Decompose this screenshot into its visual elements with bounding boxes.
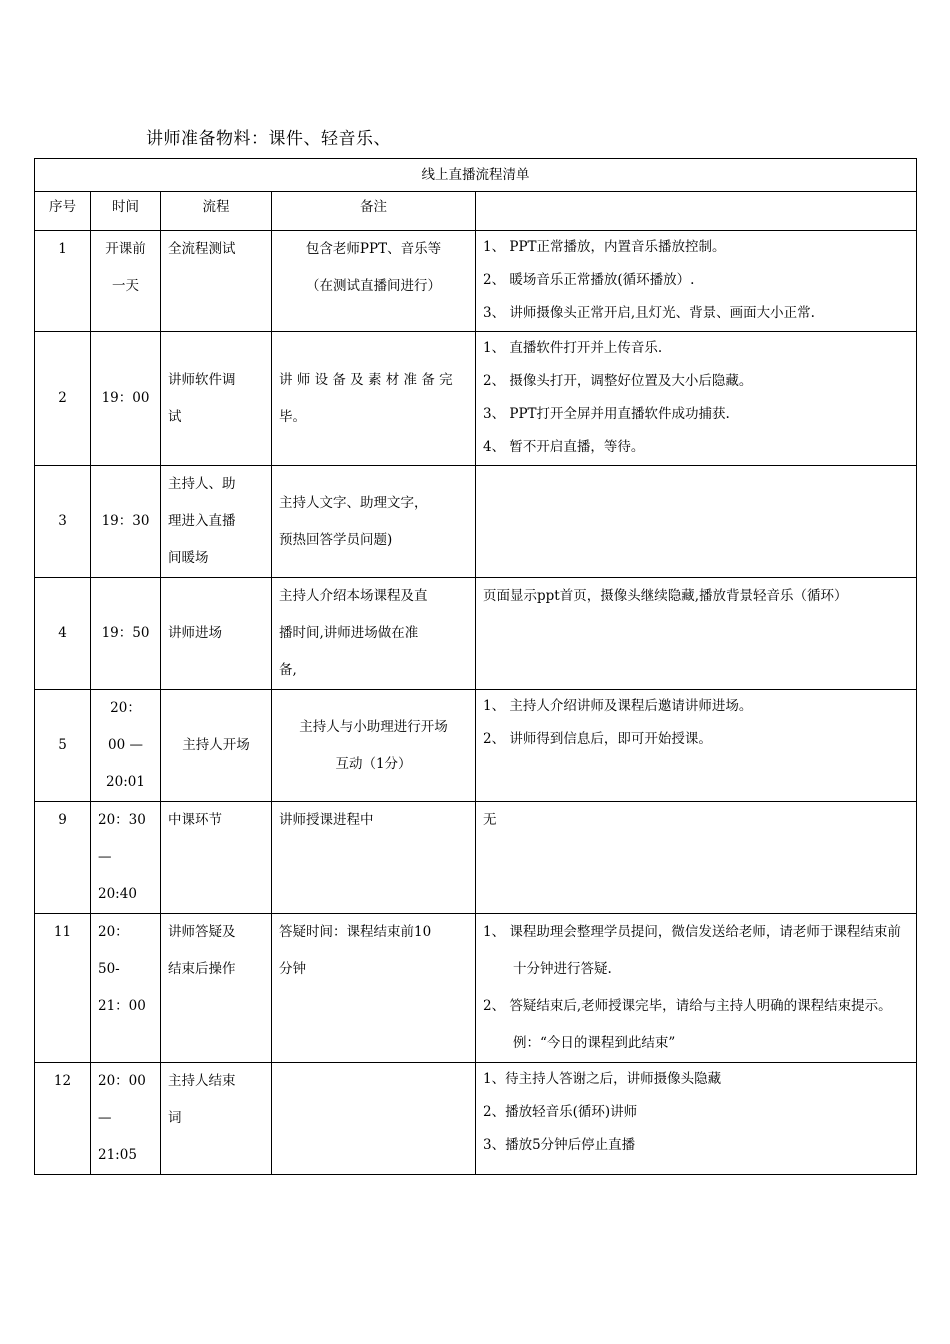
row-time-line: — bbox=[98, 1110, 112, 1126]
row-time bbox=[91, 466, 161, 578]
row-no: 3 bbox=[35, 466, 91, 578]
row-note bbox=[272, 332, 476, 466]
table-row bbox=[35, 914, 917, 1063]
row-note-line: 毕。 bbox=[279, 408, 306, 425]
row-no: 9 bbox=[35, 802, 91, 914]
row-process bbox=[161, 578, 272, 690]
detail-item: 2、 讲师得到信息后，即可开始授课。 bbox=[483, 731, 712, 747]
live-stream-process-table bbox=[34, 158, 917, 1175]
detail-item: 无 bbox=[483, 812, 497, 828]
row-process-line: 全流程测试 bbox=[168, 241, 236, 257]
table-header-row bbox=[35, 192, 917, 231]
row-process-line: 词 bbox=[168, 1110, 182, 1126]
table-row bbox=[35, 231, 917, 332]
row-process bbox=[161, 1063, 272, 1175]
row-time bbox=[91, 690, 161, 802]
detail-item: 1、 PPT正常播放，内置音乐播放控制。 bbox=[483, 239, 726, 255]
row-time-line: — bbox=[98, 849, 112, 865]
row-time bbox=[91, 1063, 161, 1175]
row-detail bbox=[476, 1063, 917, 1175]
row-note-line: 主持人与小助理进行开场 bbox=[299, 718, 448, 735]
row-note-line: 讲 师 设 备 及 素 材 准 备 完 bbox=[279, 371, 453, 388]
row-time-line: 20：30 bbox=[98, 812, 146, 828]
detail-item: 4、 暂不开启直播，等待。 bbox=[483, 439, 645, 455]
row-no: 4 bbox=[35, 578, 91, 690]
row-note-line: 互动（1分） bbox=[335, 755, 412, 772]
table-row bbox=[35, 1063, 917, 1175]
row-process bbox=[161, 690, 272, 802]
row-note-line: （在测试直播间进行） bbox=[306, 278, 441, 294]
row-note-line: 主持人文字、助理文字， bbox=[279, 494, 428, 511]
row-note bbox=[272, 914, 476, 1063]
row-detail bbox=[476, 578, 917, 690]
row-time bbox=[91, 578, 161, 690]
row-time-line: 19：50 bbox=[101, 625, 150, 641]
row-time-line: 19：00 bbox=[101, 390, 150, 406]
header-note: 备注 bbox=[272, 192, 476, 231]
row-time-line: 21：00 bbox=[98, 998, 146, 1014]
detail-item: 3、播放5分钟后停止直播 bbox=[483, 1137, 636, 1153]
row-process-line: 讲师软件调 bbox=[168, 371, 236, 388]
row-no: 5 bbox=[35, 690, 91, 802]
row-time-line: 20:40 bbox=[98, 886, 137, 902]
detail-item: 3、 PPT打开全屏并用直播软件成功捕获. bbox=[483, 406, 730, 422]
row-process-line: 理进入直播 bbox=[168, 513, 236, 529]
row-process bbox=[161, 802, 272, 914]
table-row bbox=[35, 332, 917, 466]
detail-item: 页面显示ppt首页，摄像头继续隐藏,播放背景轻音乐（循环） bbox=[483, 588, 848, 604]
row-note bbox=[272, 466, 476, 578]
detail-item: 1、待主持人答谢之后，讲师摄像头隐藏 bbox=[483, 1071, 722, 1087]
detail-item: 2、 摄像头打开，调整好位置及大小后隐藏。 bbox=[483, 373, 753, 389]
row-time bbox=[91, 914, 161, 1063]
row-note bbox=[272, 802, 476, 914]
row-process-line: 主持人结束 bbox=[168, 1073, 236, 1089]
row-note-line: 播时间,讲师进场做在准 bbox=[279, 625, 419, 641]
table-row bbox=[35, 466, 917, 578]
row-detail bbox=[476, 802, 917, 914]
row-process-line: 主持人、助 bbox=[168, 476, 236, 492]
table-title-row bbox=[35, 159, 917, 192]
header-no: 序号 bbox=[35, 192, 91, 231]
row-note bbox=[272, 578, 476, 690]
row-detail bbox=[476, 466, 917, 578]
table-title: 线上直播流程清单 bbox=[35, 159, 917, 192]
detail-item: 2、 答疑结束后,老师授课完毕，请给与主持人明确的课程结束提示。例：“今日的课程到此结束” bbox=[483, 998, 892, 1051]
row-note-line: 主持人介绍本场课程及直 bbox=[279, 588, 428, 604]
row-process bbox=[161, 466, 272, 578]
row-detail bbox=[476, 332, 917, 466]
table-row bbox=[35, 690, 917, 802]
materials-heading: 讲师准备物料：课件、轻音乐、 bbox=[146, 129, 391, 149]
row-no: 11 bbox=[35, 914, 91, 1063]
table-row bbox=[35, 578, 917, 690]
row-process-line: 间暖场 bbox=[168, 550, 209, 566]
row-time bbox=[91, 802, 161, 914]
row-process bbox=[161, 231, 272, 332]
row-process-line: 结束后操作 bbox=[168, 961, 236, 977]
row-note bbox=[272, 1063, 476, 1175]
row-process-line: 中课环节 bbox=[168, 812, 222, 828]
row-detail bbox=[476, 231, 917, 332]
table-row bbox=[35, 802, 917, 914]
row-time-line: 19：30 bbox=[101, 513, 150, 529]
row-time-line: 00 — bbox=[108, 737, 143, 753]
row-note-line: 答疑时间：课程结束前10 bbox=[279, 924, 432, 940]
detail-item: 2、播放轻音乐(循环)讲师 bbox=[483, 1104, 638, 1120]
row-no: 12 bbox=[35, 1063, 91, 1175]
detail-item: 2、 暖场音乐正常播放(循环播放）. bbox=[483, 272, 695, 288]
header-detail bbox=[476, 192, 917, 231]
detail-item: 1、 直播软件打开并上传音乐. bbox=[483, 340, 663, 356]
row-note-line: 分钟 bbox=[279, 961, 306, 977]
row-time-line: 20：00 bbox=[98, 1073, 146, 1089]
header-process: 流程 bbox=[161, 192, 272, 231]
detail-item: 1、 主持人介绍讲师及课程后邀请讲师进场。 bbox=[483, 698, 753, 714]
row-note-line: 包含老师PPT、音乐等 bbox=[305, 241, 442, 257]
row-process bbox=[161, 914, 272, 1063]
row-time-line: 50- bbox=[98, 961, 120, 977]
row-time-line: 20： bbox=[98, 924, 129, 940]
row-time-line: 开课前 bbox=[105, 241, 146, 257]
row-note bbox=[272, 231, 476, 332]
row-note-line: 备, bbox=[279, 662, 297, 678]
row-time-line: 20:01 bbox=[106, 774, 145, 790]
row-detail bbox=[476, 914, 917, 1063]
row-process bbox=[161, 332, 272, 466]
row-time-line: 20： bbox=[110, 700, 141, 716]
row-detail bbox=[476, 690, 917, 802]
row-time-line: 一天 bbox=[112, 278, 139, 294]
row-process-line: 主持人开场 bbox=[182, 737, 250, 753]
row-process-line: 试 bbox=[168, 408, 182, 425]
header-time: 时间 bbox=[91, 192, 161, 231]
row-process-line: 讲师答疑及 bbox=[168, 924, 236, 940]
row-note bbox=[272, 690, 476, 802]
detail-item: 1、 课程助理会整理学员提问，微信发送给老师，请老师于课程结束前十分钟进行答疑. bbox=[483, 924, 901, 977]
row-no: 1 bbox=[35, 231, 91, 332]
row-no: 2 bbox=[35, 332, 91, 466]
detail-item: 3、 讲师摄像头正常开启,且灯光、背景、画面大小正常. bbox=[483, 305, 815, 321]
row-time bbox=[91, 332, 161, 466]
row-note-line: 预热回答学员问题) bbox=[279, 531, 393, 548]
row-process-line: 讲师进场 bbox=[168, 625, 222, 641]
row-time-line: 21:05 bbox=[98, 1147, 137, 1163]
row-time bbox=[91, 231, 161, 332]
row-note-line: 讲师授课进程中 bbox=[279, 812, 374, 828]
